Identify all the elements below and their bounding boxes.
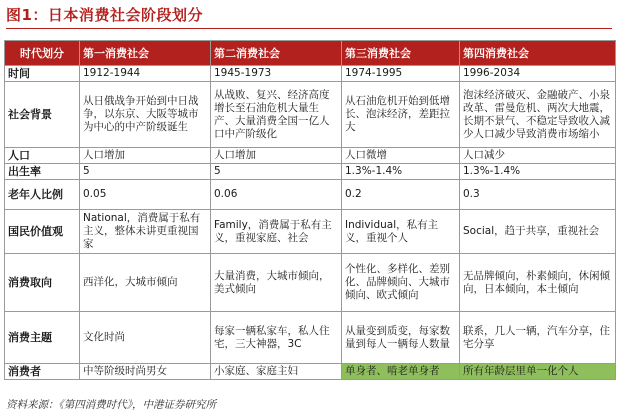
table-cell: 个性化、多样化、差别化、品牌倾向、大城市倾向、欧式倾向 xyxy=(342,254,460,312)
consumer-society-table xyxy=(4,40,616,380)
header-second-society: 第二消费社会 xyxy=(211,41,342,66)
table-cell: Social，趋于共享，重视社会 xyxy=(460,210,616,254)
table-cell: Family，消费属于私有主义，重视家庭、社会 xyxy=(211,210,342,254)
table-cell: 泡沫经济破灭、金融破产、小泉改革、雷曼危机、两次大地震，长期不景气、不稳定导致收入减少人口减少导致消费市场缩小 xyxy=(460,82,616,148)
row-label-population: 人口 xyxy=(5,148,80,164)
table-cell: 联系，几人一辆，汽车分享，住宅分享 xyxy=(460,312,616,364)
table-row xyxy=(5,148,616,164)
table-cell: 小家庭、家庭主妇 xyxy=(211,364,342,380)
header-first-society: 第一消费社会 xyxy=(80,41,211,66)
header-third-society: 第三消费社会 xyxy=(342,41,460,66)
header-fourth-society: 第四消费社会 xyxy=(460,41,616,66)
row-label-theme: 消费主题 xyxy=(5,312,80,364)
table-cell: 1912-1944 xyxy=(80,66,211,82)
table-cell: 从日俄战争开始到中日战争，以东京、大阪等城市为中心的中产阶级诞生 xyxy=(80,82,211,148)
figure-title: 图1：日本消费社会阶段划分 xyxy=(6,4,612,29)
table-cell: 无品牌倾向，朴素倾向，休闲倾向，日本倾向，本土倾向 xyxy=(460,254,616,312)
source-note: 资料来源：《第四消费时代》，中港证券研究所 xyxy=(6,399,216,411)
table-cell: 5 xyxy=(80,164,211,180)
table-cell: Individual，私有主义，重视个人 xyxy=(342,210,460,254)
table-row xyxy=(5,180,616,210)
table-cell: 从量变到质变，每家数量到每人一辆每人数量 xyxy=(342,312,460,364)
highlighted-cell: 所有年龄层里单一化个人 xyxy=(460,364,616,380)
table-cell: 0.06 xyxy=(211,180,342,210)
table-row xyxy=(5,82,616,148)
table-cell: 1.3%-1.4% xyxy=(460,164,616,180)
table-header-row xyxy=(5,41,616,66)
table-cell: 5 xyxy=(211,164,342,180)
header-era: 时代划分 xyxy=(5,41,80,66)
table-cell: 文化时尚 xyxy=(80,312,211,364)
row-label-elderly-ratio: 老年人比例 xyxy=(5,180,80,210)
table-cell: 大量消费，大城市倾向，美式倾向 xyxy=(211,254,342,312)
table-cell: 人口微增 xyxy=(342,148,460,164)
row-label-birth-rate: 出生率 xyxy=(5,164,80,180)
highlighted-cell: 单身者、啃老单身者 xyxy=(342,364,460,380)
table-row xyxy=(5,164,616,180)
row-label-values: 国民价值观 xyxy=(5,210,80,254)
table-row xyxy=(5,312,616,364)
table-cell: 人口增加 xyxy=(211,148,342,164)
table-cell: 西洋化，大城市倾向 xyxy=(80,254,211,312)
table-row xyxy=(5,364,616,380)
table-cell: 0.2 xyxy=(342,180,460,210)
table-cell: 1.3%-1.4% xyxy=(342,164,460,180)
row-label-orientation: 消费取向 xyxy=(5,254,80,312)
row-label-consumer: 消费者 xyxy=(5,364,80,380)
table-cell: 每家一辆私家车，私人住宅，三大神器，3C xyxy=(211,312,342,364)
table-cell: 中等阶级时尚男女 xyxy=(80,364,211,380)
table-row xyxy=(5,254,616,312)
table-cell: 0.3 xyxy=(460,180,616,210)
table-row xyxy=(5,210,616,254)
table-cell: 从战败、复兴、经济高度增长至石油危机大量生产、大量消费全国一亿人口中产阶级化 xyxy=(211,82,342,148)
table-cell: 1945-1973 xyxy=(211,66,342,82)
table-cell: 人口增加 xyxy=(80,148,211,164)
row-label-time: 时间 xyxy=(5,66,80,82)
table-cell: 人口减少 xyxy=(460,148,616,164)
table-row xyxy=(5,66,616,82)
table-cell: 从石油危机开始到低增长、泡沫经济，差距拉大 xyxy=(342,82,460,148)
table-cell: National，消费属于私有主义，整体未讲更重视国家 xyxy=(80,210,211,254)
row-label-background: 社会背景 xyxy=(5,82,80,148)
table-cell: 1996-2034 xyxy=(460,66,616,82)
table-cell: 1974-1995 xyxy=(342,66,460,82)
table-cell: 0.05 xyxy=(80,180,211,210)
